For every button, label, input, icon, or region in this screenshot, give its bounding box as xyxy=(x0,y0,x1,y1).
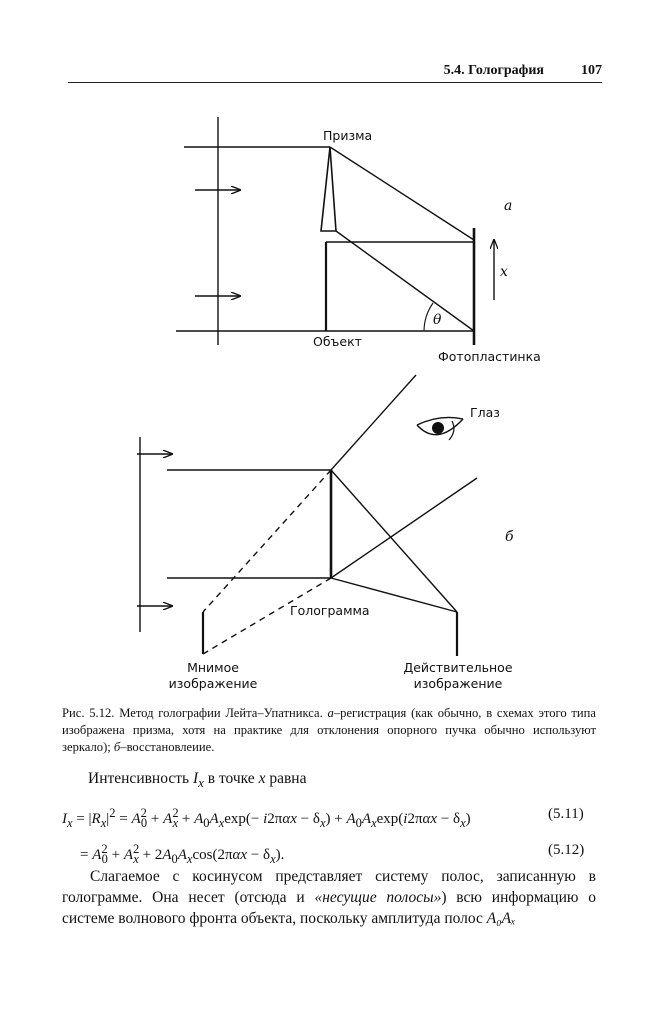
virtual-image-label-line1: Мнимое xyxy=(187,660,239,675)
figure-part-a-lines xyxy=(176,117,494,345)
paragraph-quote: «несущие полосы» xyxy=(314,889,442,906)
figure-caption xyxy=(62,705,596,756)
paragraph-end: A₀Aₓ xyxy=(486,910,516,927)
part-b-label: б xyxy=(505,529,514,545)
hologram-label: Голограмма xyxy=(290,603,370,618)
equation-5-11: $I_x = |R_x|^2 = A^2_0 + A^2_x + A_0A_x\exp(- i2\pi\alpha x - \delta_x) + A_0A_x\exp(i2\pi\alpha x - \delta_x)$ xyxy=(62,806,471,830)
x-axis-label: x xyxy=(500,264,508,280)
equation-5-12: = $A^2_0 + A^2_x + 2A_0A_x\cos(2\pi\alpha x - \delta_x)$. xyxy=(80,842,285,866)
paragraph-text-1: Слагаемое с косинусом представляет систему полос, записанную в голограмме. Она несет (отсюда и xyxy=(62,868,596,906)
intensity-suffix: равна xyxy=(269,770,307,787)
paragraph-text-2: ) всю информацию о системе волнового фронта объекта, поскольку амплитуда полос xyxy=(62,889,597,927)
intensity-mid: в точке xyxy=(207,770,255,787)
intensity-x: x xyxy=(258,770,266,787)
eye-icon xyxy=(417,417,463,440)
caption-a-mark: а xyxy=(327,706,334,720)
equation-number-5-11: (5.11) xyxy=(548,806,584,822)
intensity-sub: x xyxy=(198,775,204,791)
equation-number-5-12: (5.12) xyxy=(548,842,585,858)
prism-label: Призма xyxy=(323,128,373,143)
eye-label: Глаз xyxy=(470,405,500,420)
part-a-label: а xyxy=(504,198,513,214)
intensity-sentence xyxy=(88,770,306,791)
object-label: Объект xyxy=(313,334,362,349)
caption-lead: Рис. 5.12. Метод голографии Лейта–Упатникса. xyxy=(62,706,323,720)
virtual-image-label-line2: изображение xyxy=(168,676,258,691)
real-image-label-line2: изображение xyxy=(413,676,503,691)
running-head: 5.4. Голография xyxy=(443,63,544,78)
caption-a-text: –регистрация (как обычно, в схемах этого типа изображена призма, хотя на практике для отклонения опорного пучка обычно используют зеркало); xyxy=(62,706,597,754)
photoplate-label: Фотопластинка xyxy=(438,349,541,364)
intensity-var: I xyxy=(192,770,199,787)
theta-label: θ xyxy=(433,312,442,328)
intensity-prefix: Интенсивность xyxy=(88,770,190,787)
real-image-label-line1: Действительное xyxy=(403,660,513,675)
caption-b-text: –восстановлеиие. xyxy=(120,740,215,754)
body-paragraph xyxy=(62,866,596,929)
caption-b-mark: б xyxy=(113,740,121,754)
page-number: 107 xyxy=(581,63,602,78)
